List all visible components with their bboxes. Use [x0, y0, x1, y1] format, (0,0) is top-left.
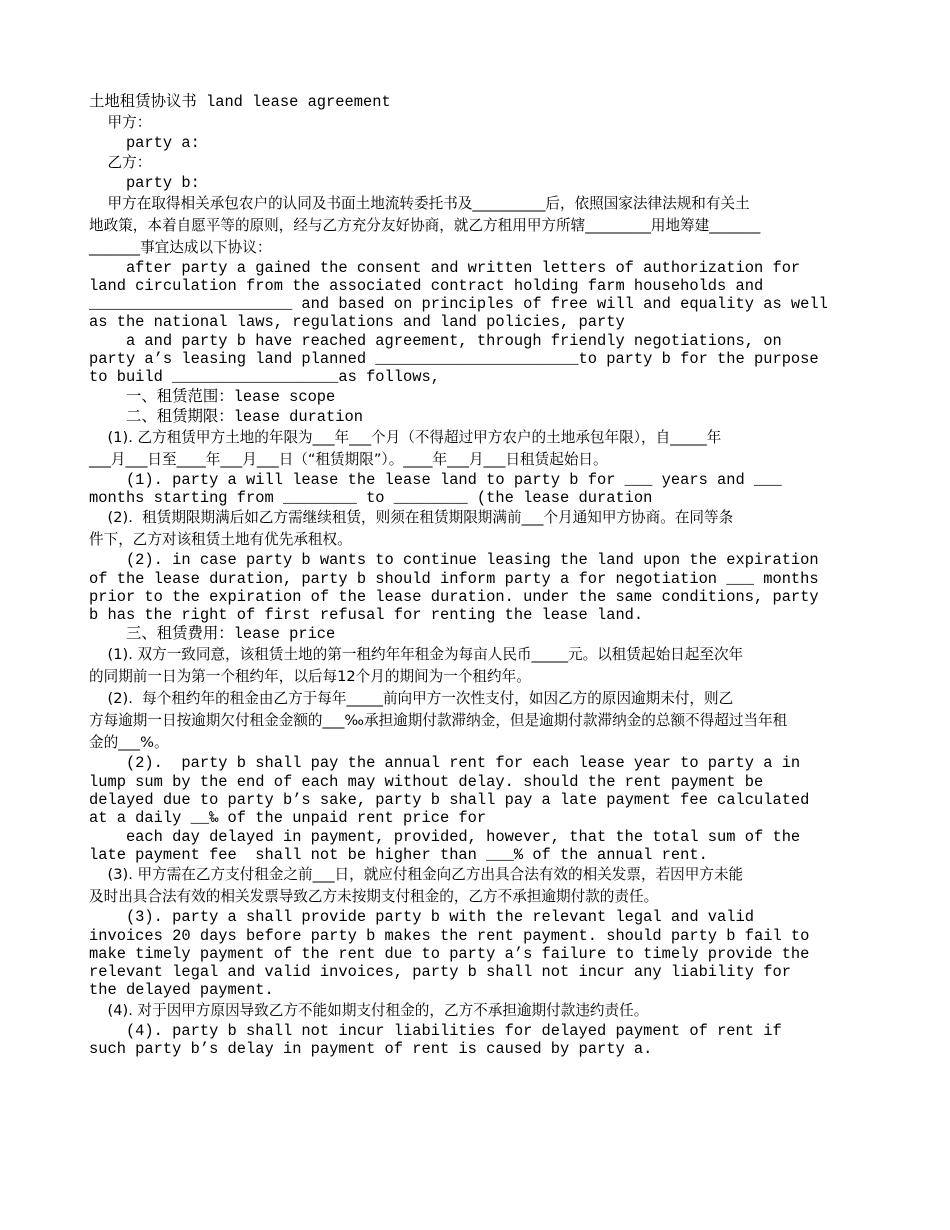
text-line: ______________________ and based on principles of free will and equality as well	[89, 295, 828, 314]
text-line: delayed due to party b’s sake, party b shall pay a late payment fee calculated	[89, 791, 810, 810]
text-line: (4). party b shall not incur liabilities for delayed payment of rent if	[89, 1021, 782, 1040]
text-line: land circulation from the associated contract holding farm households and	[89, 276, 764, 295]
text-line: at a daily __‰ of the unpaid rent price for	[89, 809, 487, 828]
text-line: to build __________________as follows,	[89, 368, 440, 387]
text-line: the delayed payment.	[89, 981, 274, 1000]
text-line: 方每逾期一日按逾期欠付租金金额的___‰承担逾期付款滞纳金，但是逾期付款滞纳金的总额不得超过当年租	[89, 712, 788, 730]
text-line: (1). 乙方租赁甲方土地的年限为___年___个月（不得超过甲方农户的土地承包年限），自_____年	[89, 428, 722, 446]
text-line: months starting from ________ to ________ (the lease duration	[89, 488, 653, 507]
text-line: (2). 每个租约年的租金由乙方于每年_____前向甲方一次性支付，如因乙方的原因逾期未付，则乙	[89, 690, 734, 708]
text-line: 二、租赁期限：lease duration	[89, 407, 363, 426]
text-line: 乙方：	[89, 154, 152, 172]
text-line: 甲方在取得相关承包农户的认同及书面土地流转委托书及__________后，依照国家法律法规和有关土	[89, 194, 750, 212]
text-line: of the lease duration, party b should inform party a for negotiation ___ months	[89, 569, 819, 588]
text-line: 三、租赁费用：lease price	[89, 625, 336, 644]
text-line: lump sum by the end of each may without delay. should the rent payment be	[89, 772, 764, 791]
text-line: (1). party a will lease the lease land to party b for ___ years and ___	[89, 470, 782, 489]
text-line: (4). 对于因甲方原因导致乙方不能如期支付租金的，乙方不承担逾期付款违约责任。	[89, 1001, 649, 1019]
text-line: (1). 双方一致同意，该租赁土地的第一租约年年租金为每亩人民币_____元。以租赁起始日起至次年	[89, 646, 744, 664]
text-line: (3). party a shall provide party b with the relevant legal and valid	[89, 908, 754, 927]
text-line: 的同期前一日为第一个租约年，以后每12个月的期间为一个租约年。	[89, 668, 531, 686]
text-line: relevant legal and valid invoices, party b shall not incur any liability for	[89, 963, 791, 982]
text-line: (2). in case party b wants to continue leasing the land upon the expiration	[89, 551, 819, 570]
text-line: 金的___%。	[89, 734, 169, 752]
text-line: as the national laws, regulations and land policies, party	[89, 313, 625, 332]
text-line: a and party b have reached agreement, through friendly negotiations, on	[89, 331, 782, 350]
text-line: (2). 租赁期限期满后如乙方需继续租赁，则须在租赁期限期满前___个月通知甲方协商。在同等条	[89, 509, 734, 527]
text-line: b has the right of first refusal for renting the lease land.	[89, 606, 644, 625]
text-line: each day delayed in payment, provided, however, that the total sum of the	[89, 827, 801, 846]
document-title: 土地租赁协议书 land lease agreement	[89, 93, 391, 111]
text-line: party b:	[89, 174, 200, 193]
text-line: (2). party b shall pay the annual rent for each lease year to party a in	[89, 754, 801, 773]
text-line: (3). 甲方需在乙方支付租金之前___日，就应付租金向乙方出具合法有效的相关发票，若因甲方未能	[89, 866, 744, 884]
text-line: 甲方：	[89, 114, 152, 131]
text-line: late payment fee shall not be higher than ___% of the annual rent.	[89, 845, 708, 864]
text-line: make timely payment of the rent due to party a’s failure to timely provide the	[89, 944, 810, 963]
text-line: party a’s leasing land planned ______________________to party b for the purpose	[89, 350, 819, 369]
text-line: after party a gained the consent and written letters of authorization for	[89, 258, 801, 277]
text-line: 件下，乙方对该租赁土地有优先承租权。	[89, 531, 352, 549]
document-page	[89, 92, 863, 1058]
text-line: party a:	[89, 134, 200, 152]
text-line: prior to the expiration of the lease duration. under the same conditions, party	[89, 587, 819, 606]
text-line: invoices 20 days before party b makes the rent payment. should party b fail to	[89, 926, 810, 945]
text-line: 及时出具合法有效的相关发票导致乙方未按期支付租金的，乙方不承担逾期付款的责任。	[89, 888, 659, 906]
text-line: 一、租赁范围：lease scope	[89, 387, 336, 406]
text-line: ___月___日至____年___月___日（“租赁期限”）。____年___月___日租赁起始日。	[89, 450, 608, 468]
text-line: _______事宜达成以下协议：	[89, 238, 272, 256]
text-line: such party b’s delay in payment of rent is caused by party a.	[89, 1040, 653, 1059]
text-line: 地政策，本着自愿平等的原则，经与乙方充分友好协商，就乙方租用甲方所辖_________用地筹建_______	[89, 216, 761, 234]
